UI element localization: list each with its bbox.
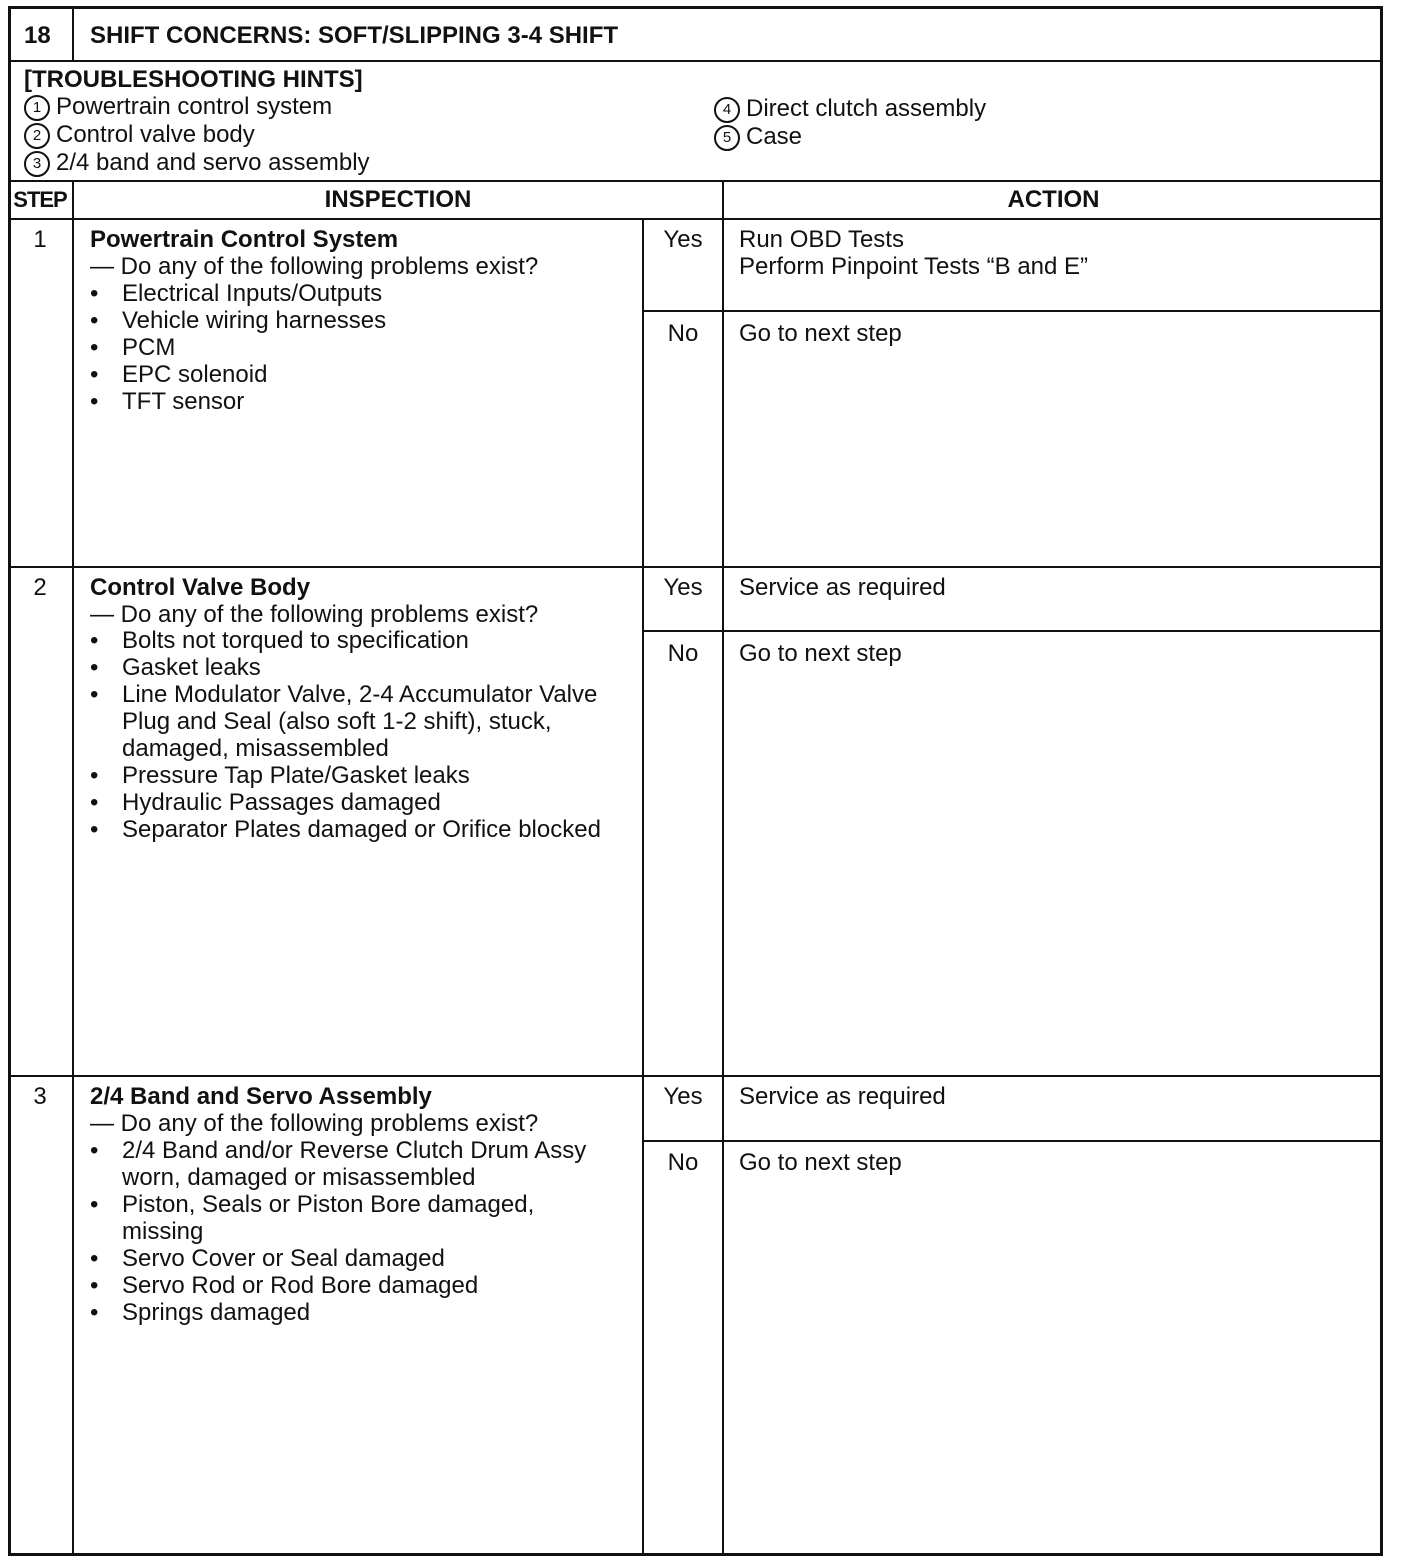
list-item: • Bolts not torqued to specification [90,627,620,654]
rule-header-number-divider [72,6,74,61]
hints-heading: [TROUBLESHOOTING HINTS] [24,66,363,93]
column-header-inspection: INSPECTION [324,186,472,213]
no-label: No [667,1149,699,1176]
step-number: 3 [33,1083,47,1110]
column-header-step: STEP [13,187,67,212]
step-number: 1 [33,226,47,253]
problem-list [90,280,620,415]
chart-number: 18 [24,22,51,49]
list-item: • Vehicle wiring harnesses [90,307,620,334]
hint-item: 2 Control valve body [24,121,370,149]
list-item: • TFT sensor [90,388,620,415]
step-title: 2/4 Band and Servo Assembly [90,1083,432,1110]
no-label: No [667,320,699,347]
problem-list [90,627,620,843]
list-item: • Line Modulator Valve, 2-4 Accumulator Valve Plug and Seal (also soft 1-2 shift), stuck, damaged, misassembled [90,681,620,762]
yes-action-line: Run OBD Tests [739,226,904,253]
no-label: No [667,640,699,667]
list-item: • Piston, Seals or Piston Bore damaged, missing [90,1191,620,1245]
list-item: • Separator Plates damaged or Orifice blocked [90,816,620,843]
rule-under-header [8,60,1383,62]
step-title: Powertrain Control System [90,226,399,253]
step-question: — Do any of the following problems exist? [90,1110,539,1137]
yes-action-line: Service as required [739,574,946,601]
column-header-action: ACTION [1007,186,1100,213]
rule-step-column [72,180,74,1556]
list-item: • Springs damaged [90,1299,620,1326]
yes-label: Yes [663,1083,703,1110]
rule-under-column-headers [8,218,1383,220]
no-action: Go to next step [739,1149,902,1176]
circled-number-icon: 4 [714,97,740,123]
list-item: • Electrical Inputs/Outputs [90,280,620,307]
list-item: • Servo Cover or Seal damaged [90,1245,620,1272]
yes-label: Yes [663,574,703,601]
no-action: Go to next step [739,320,902,347]
step-number: 2 [33,574,47,601]
hints-list-left [24,93,370,177]
hints-list-right [714,95,986,151]
list-item: • Servo Rod or Rod Bore damaged [90,1272,620,1299]
circled-number-icon: 1 [24,95,50,121]
step-question: — Do any of the following problems exist? [90,253,539,280]
rule-step2-bottom [8,1075,1383,1077]
rule-under-hints [8,180,1383,182]
step-question: — Do any of the following problems exist? [90,601,539,628]
rule-step3-yes-no [643,1140,1383,1142]
rule-step2-yes-no [643,630,1383,632]
list-item: • 2/4 Band and/or Reverse Clutch Drum Assy worn, damaged or misassembled [90,1137,620,1191]
list-item: • PCM [90,334,620,361]
yes-action-line: Service as required [739,1083,946,1110]
hint-item: 4 Direct clutch assembly [714,95,986,123]
no-action: Go to next step [739,640,902,667]
hint-item: 1 Powertrain control system [24,93,370,121]
problem-list [90,1137,620,1326]
rule-yes-no-column-left [642,218,644,1556]
yes-action-line: Perform Pinpoint Tests “B and E” [739,253,1089,280]
list-item: • Pressure Tap Plate/Gasket leaks [90,762,620,789]
circled-number-icon: 5 [714,125,740,151]
yes-label: Yes [663,226,703,253]
step-title: Control Valve Body [90,574,311,601]
hint-item: 3 2/4 band and servo assembly [24,149,370,177]
circled-number-icon: 2 [24,123,50,149]
list-item: • Gasket leaks [90,654,620,681]
rule-step1-bottom [8,566,1383,568]
rule-step1-yes-no [643,310,1383,312]
circled-number-icon: 3 [24,151,50,177]
rule-action-column [722,218,724,1556]
page-title: SHIFT CONCERNS: SOFT/SLIPPING 3-4 SHIFT [90,22,619,49]
list-item: • Hydraulic Passages damaged [90,789,620,816]
list-item: • EPC solenoid [90,361,620,388]
hint-item: 5 Case [714,123,986,151]
